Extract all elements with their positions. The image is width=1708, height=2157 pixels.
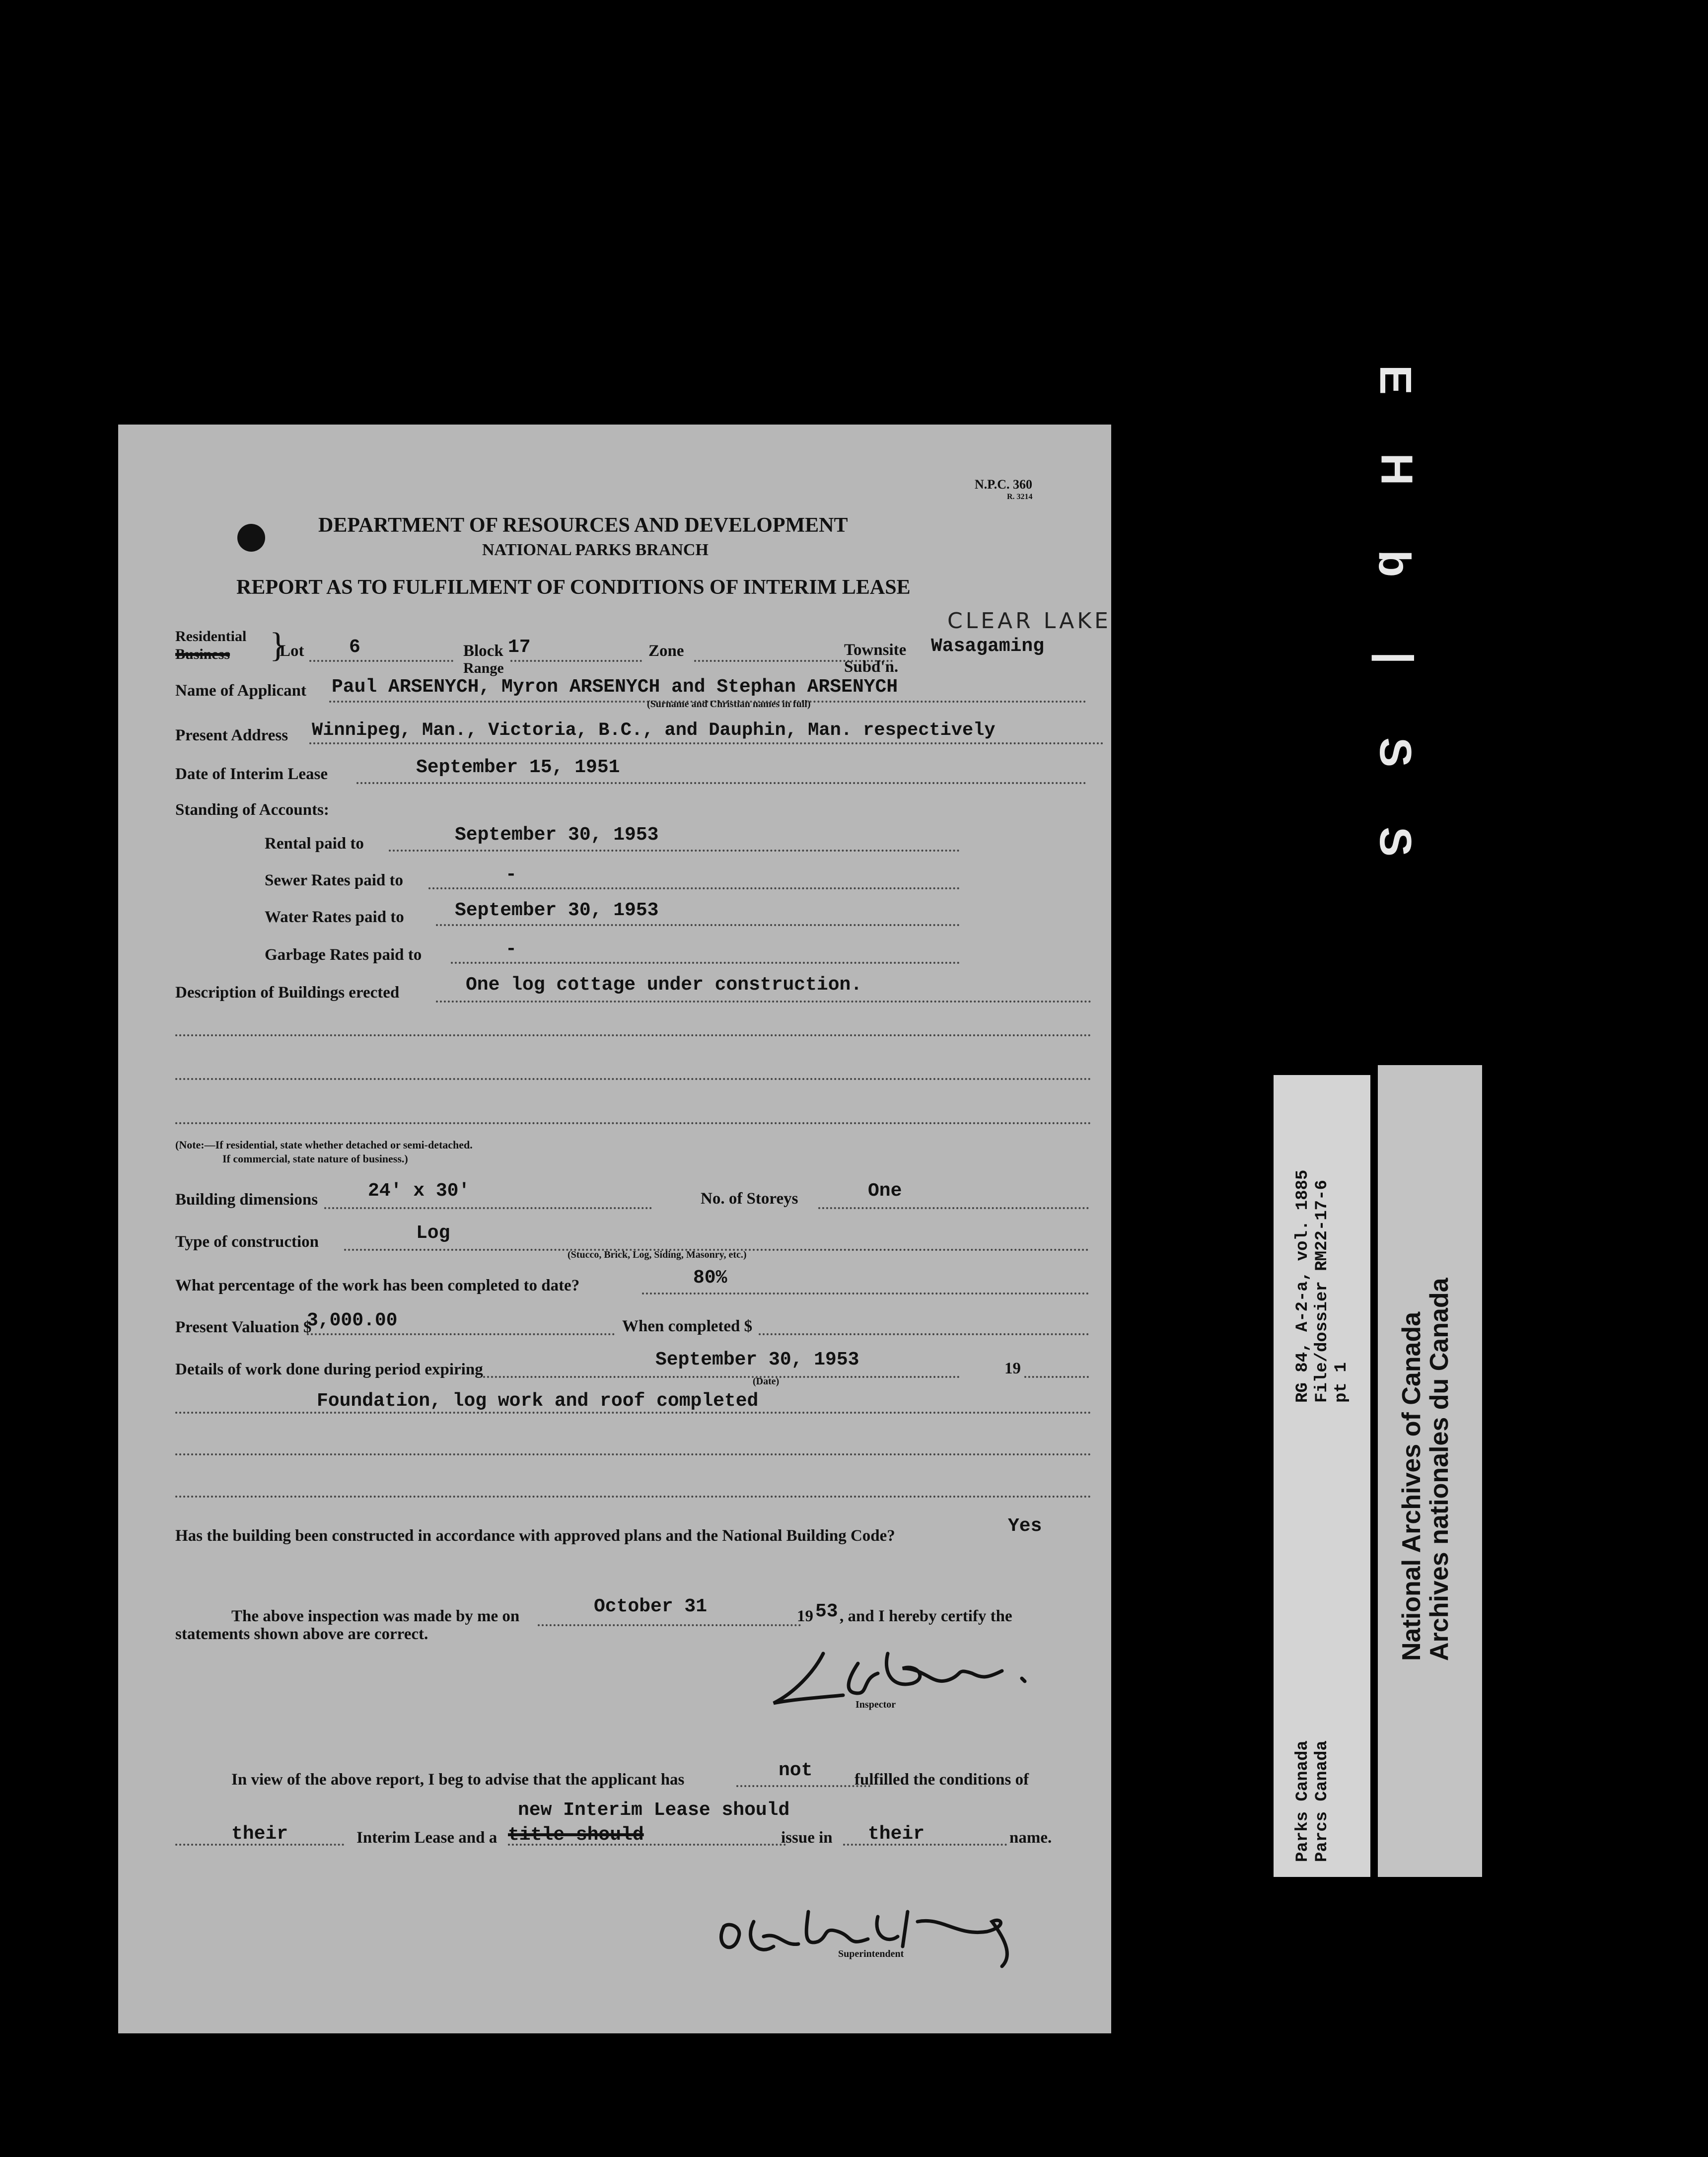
details-text-line — [175, 1496, 1091, 1498]
archive-reference — [1293, 1170, 1352, 1403]
interim-lease-and-label: Interim Lease and a — [356, 1829, 498, 1847]
advise-line — [736, 1785, 870, 1787]
percentage-label: What percentage of the work has been completed to date? — [175, 1277, 580, 1294]
code-answer: Yes — [1008, 1515, 1042, 1537]
form-code-sub: R. 3214 — [1007, 493, 1033, 501]
applicant-note: (Surname and Christian names in full) — [647, 699, 811, 710]
residential-label: Residential — [175, 628, 247, 645]
rental-value: September 30, 1953 — [455, 824, 659, 846]
advise-suffix: fulfilled the conditions of — [854, 1771, 1029, 1789]
storeys-value: One — [868, 1180, 902, 1202]
form-code: N.P.C. 360 — [975, 477, 1033, 492]
inspection-line-2: statements shown above are correct. — [175, 1625, 428, 1643]
sewer-label: Sewer Rates paid to — [265, 871, 403, 889]
sewer-line — [428, 887, 960, 889]
townsite-label: Townsite — [844, 641, 907, 659]
percentage-line — [642, 1293, 1089, 1294]
water-label: Water Rates paid to — [265, 908, 404, 926]
block-label: Block — [463, 642, 503, 660]
superintendent-label: Superintendent — [838, 1948, 904, 1959]
lease-date-label: Date of Interim Lease — [175, 765, 328, 783]
inspector-signature — [764, 1644, 1062, 1713]
inspection-prefix: The above inspection was made by me on — [231, 1607, 520, 1625]
lot-value: 6 — [349, 637, 360, 658]
rental-label: Rental paid to — [265, 835, 364, 853]
department-heading: DEPARTMENT OF RESOURCES AND DEVELOPMENT — [318, 514, 848, 537]
construction-note: (Stucco, Brick, Log, Siding, Masonry, etc.) — [568, 1249, 747, 1260]
lot-label: Lot — [280, 642, 304, 660]
block-value: 17 — [508, 637, 531, 658]
inspection-date-line — [538, 1624, 801, 1626]
standing-label: Standing of Accounts: — [175, 801, 329, 819]
code-question: Has the building been constructed in accordance with approved plans and the National Building Code? — [175, 1527, 895, 1545]
handwritten-location: CLEAR LAKE — [947, 608, 1111, 634]
reference-line-2: File/dossier RM22-17-6 — [1313, 1180, 1332, 1403]
inspection-year: 53 — [815, 1601, 838, 1622]
advise-prefix: In view of the above report, I beg to advise that the applicant has — [231, 1771, 685, 1789]
name-label: name. — [1009, 1829, 1052, 1847]
issue-in-label: issue in — [781, 1829, 833, 1847]
details-year-line — [1024, 1376, 1089, 1378]
advise-value: not — [779, 1760, 813, 1781]
details-text-line — [175, 1412, 1091, 1414]
garbage-value: - — [505, 938, 517, 960]
valuation-label: Present Valuation $ — [175, 1318, 312, 1336]
construction-label: Type of construction — [175, 1233, 319, 1251]
archives-label-strip — [1378, 1065, 1482, 1877]
lease-report-form — [118, 425, 1111, 2033]
address-line — [309, 742, 1104, 744]
agency-line-2: Parcs Canada — [1313, 1740, 1332, 1862]
punch-hole — [237, 524, 265, 552]
page-title: REPORT AS TO FULFILMENT OF CONDITIONS OF INTERIM LEASE — [236, 576, 911, 599]
garbage-line — [451, 962, 960, 964]
water-line — [436, 924, 960, 926]
block-line — [510, 660, 642, 662]
valuation-line — [307, 1333, 615, 1335]
when-completed-label: When completed $ — [622, 1317, 753, 1335]
lease-date-line — [356, 782, 1086, 784]
description-line — [175, 1034, 1091, 1036]
archive-reference-strip — [1274, 1075, 1370, 1877]
dimensions-line — [324, 1207, 652, 1209]
townsite-value: Wasagaming — [931, 636, 1045, 657]
description-line — [175, 1078, 1091, 1080]
reel-mark: H — [1371, 453, 1422, 486]
their-value: their — [868, 1823, 925, 1845]
inspection-suffix: , and I hereby certify the — [840, 1607, 1012, 1625]
inspector-label: Inspector — [855, 1699, 896, 1710]
percentage-value: 80% — [693, 1267, 727, 1289]
their-line — [175, 1844, 344, 1846]
reel-mark: b — [1369, 550, 1419, 577]
archives-en: National Archives of Canada — [1397, 1311, 1426, 1661]
reference-line-3: pt 1 — [1332, 1362, 1352, 1403]
valuation-value: 3,000.00 — [307, 1310, 398, 1331]
when-completed-line — [759, 1333, 1089, 1335]
applicant-value: Paul ARSENYCH, Myron ARSENYCH and Stephan ARSENYCH — [332, 676, 898, 698]
reference-line-1: RG 84, A-2-a, vol. 1885 — [1293, 1169, 1312, 1403]
address-label: Present Address — [175, 726, 288, 744]
struck-text: title should — [508, 1824, 644, 1846]
reel-marks — [1370, 358, 1450, 879]
inspection-year-prefix: 19 — [797, 1607, 813, 1625]
range-label: Range — [463, 660, 504, 676]
reel-mark: S — [1370, 826, 1421, 857]
description-label: Description of Buildings erected — [175, 984, 400, 1002]
details-label: Details of work done during period expiring — [175, 1361, 483, 1378]
agency-line-1: Parks Canada — [1293, 1740, 1312, 1862]
business-label: Business — [175, 646, 230, 662]
construction-value: Log — [416, 1222, 450, 1244]
struck-line — [508, 1844, 786, 1846]
reel-mark: S — [1370, 737, 1421, 768]
sewer-value: - — [505, 864, 517, 885]
details-line — [483, 1376, 960, 1378]
dimensions-value: 24' x 30' — [368, 1180, 470, 1202]
garbage-label: Garbage Rates paid to — [265, 946, 422, 964]
their-value: their — [231, 1823, 288, 1845]
details-year-prefix: 19 — [1004, 1360, 1021, 1377]
brace-symbol: } — [270, 626, 286, 664]
note-line-2: If commercial, state nature of business.) — [222, 1152, 408, 1165]
reel-mark: E — [1370, 364, 1421, 395]
dimensions-label: Building dimensions — [175, 1191, 318, 1209]
description-value: One log cottage under construction. — [466, 974, 862, 996]
their-line — [843, 1844, 1007, 1846]
address-value: Winnipeg, Man., Victoria, B.C., and Dauphin, Man. respectively — [312, 720, 996, 741]
description-line — [436, 1001, 1091, 1003]
details-date: September 30, 1953 — [655, 1349, 859, 1370]
applicant-label: Name of Applicant — [175, 682, 306, 700]
lease-date-value: September 15, 1951 — [416, 757, 620, 778]
storeys-line — [818, 1207, 1089, 1209]
lot-line — [309, 660, 453, 662]
zone-label: Zone — [648, 642, 684, 660]
details-text-line — [175, 1453, 1091, 1455]
note-line-1: (Note:—If residential, state whether detached or semi-detached. — [175, 1139, 473, 1151]
branch-heading: NATIONAL PARKS BRANCH — [482, 541, 709, 559]
inspection-date: October 31 — [594, 1596, 708, 1617]
archives-name — [1398, 1278, 1453, 1661]
archives-fr: Archives nationales du Canada — [1425, 1278, 1454, 1661]
subdn-label: Subd'n. — [844, 658, 899, 676]
agency-name — [1293, 1740, 1332, 1862]
date-note: (Date) — [753, 1376, 780, 1387]
new-lease-text: new Interim Lease should — [518, 1799, 790, 1821]
storeys-label: No. of Storeys — [701, 1190, 798, 1208]
rental-line — [389, 850, 960, 852]
water-value: September 30, 1953 — [455, 900, 659, 921]
reel-mark: | — [1371, 651, 1422, 664]
details-text: Foundation, log work and roof completed — [317, 1390, 759, 1412]
description-line — [175, 1122, 1091, 1124]
